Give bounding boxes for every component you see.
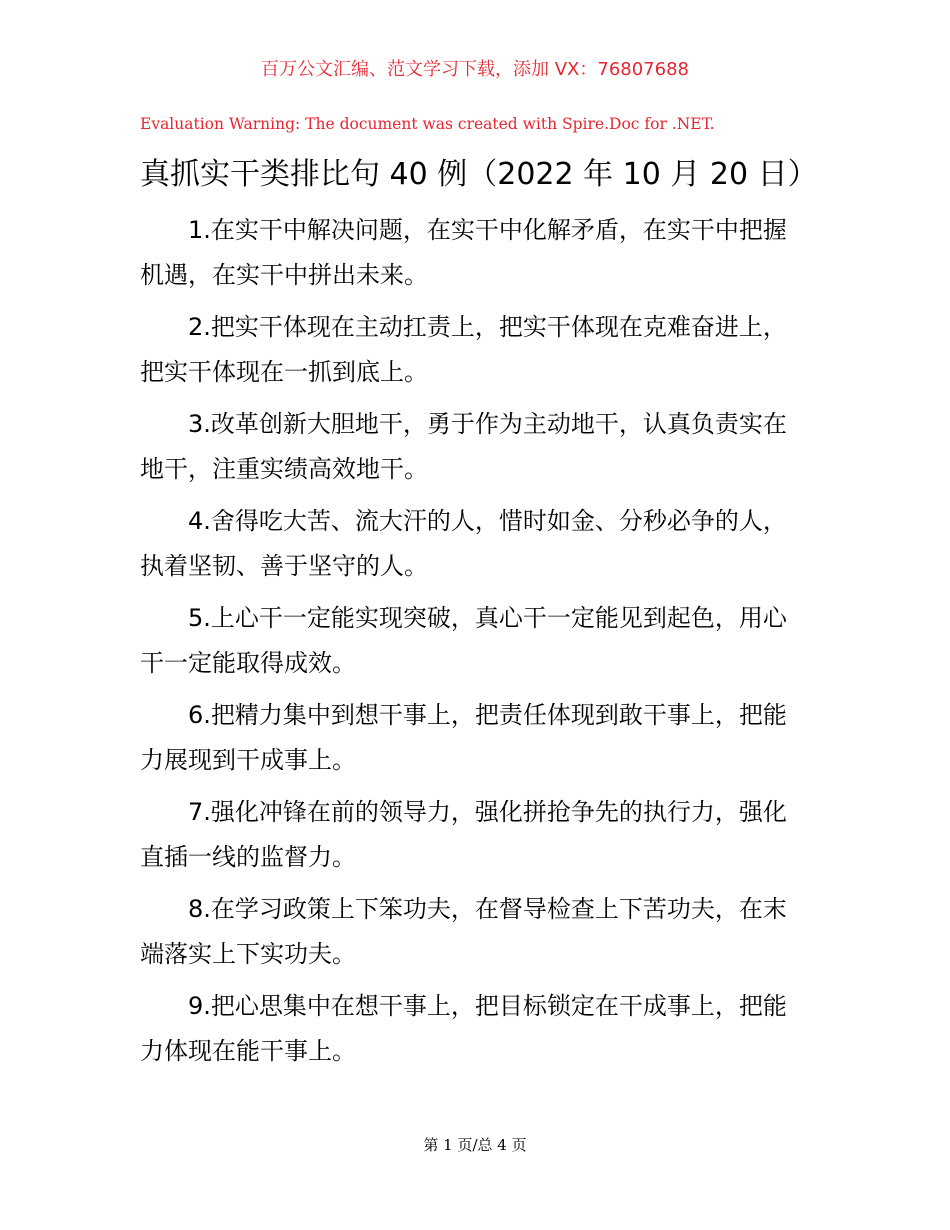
paragraph-4: 4.舍得吃大苦、流大汗的人，惜时如金、分秒必争的人，执着坚韧、善于坚守的人。 [140,507,787,580]
paragraph-8: 8.在学习政策上下笨功夫，在督导检查上下苦功夫，在末端落实上下实功夫。 [140,895,787,968]
paragraph-5: 5.上心干一定能实现突破，真心干一定能见到起色，用心干一定能取得成效。 [140,604,787,677]
paragraph-3: 3.改革创新大胆地干，勇于作为主动地干，认真负责实在地干，注重实绩高效地干。 [140,410,787,483]
paragraph-6: 6.把精力集中到想干事上，把责任体现到敢干事上，把能力展现到干成事上。 [140,701,787,774]
paragraph-7: 7.强化冲锋在前的领导力，强化拼抢争先的执行力，强化直插一线的监督力。 [140,798,787,871]
paragraph-9: 9.把心思集中在想干事上，把目标锁定在干成事上，把能力体现在能干事上。 [140,992,787,1065]
page-indicator: 第 1 页/总 4 页 [423,1136,527,1154]
document-title: 真抓实干类排比句 40 例（2022 年 10 月 20 日） [140,157,818,192]
document-body [140,208,810,1081]
paragraph-1: 1.在实干中解决问题，在实干中化解矛盾，在实干中把握机遇，在实干中拼出未来。 [140,216,787,289]
evaluation-warning: Evaluation Warning: The document was created with Spire.Doc for .NET. [140,115,715,133]
header-promo-text: 百万公文汇编、范文学习下载，添加 VX：76807688 [261,59,689,80]
paragraph-2: 2.把实干体现在主动扛责上，把实干体现在克难奋进上，把实干体现在一抓到底上。 [140,313,787,386]
